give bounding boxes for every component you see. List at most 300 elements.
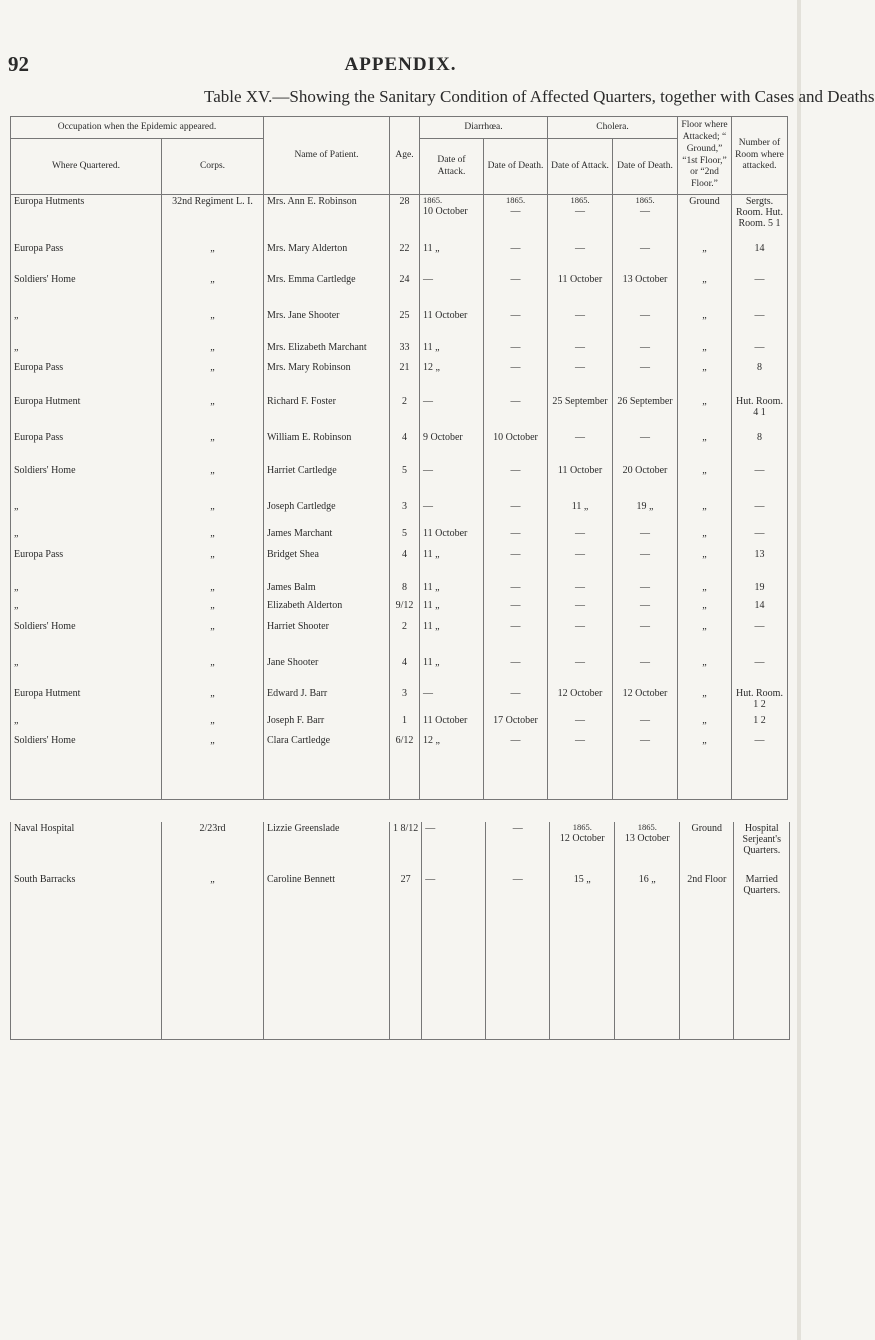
- cell-value: „: [210, 714, 215, 726]
- cell-corps: [162, 242, 264, 273]
- cell-diarrhoea-attack: [420, 734, 484, 765]
- cell-value: Harriet Shooter: [267, 620, 329, 632]
- filler-cell: [680, 923, 734, 1040]
- cell-floor: [678, 656, 732, 687]
- cell-value: Soldiers' Home: [14, 274, 76, 286]
- cell-cholera-death: [613, 599, 678, 619]
- cell-year: 1865.: [423, 195, 443, 205]
- cell-floor: [678, 714, 732, 734]
- cell-patient-name: [264, 581, 390, 599]
- cell-corps: [162, 873, 264, 922]
- cell-corps: [162, 656, 264, 687]
- cell-age: [390, 687, 420, 714]
- cell-diarrhoea-death: [484, 395, 548, 431]
- cell-value: Europa Hutments: [14, 196, 85, 207]
- cell-cholera-attack: [548, 361, 613, 395]
- cell-value: 11 „: [423, 548, 440, 560]
- table-row: [11, 273, 788, 309]
- cell-floor: [678, 431, 732, 465]
- cell-value: „: [210, 242, 215, 254]
- cell-diarrhoea-death: [484, 341, 548, 361]
- cell-cholera-death: [613, 548, 678, 582]
- cell-cholera-death: [613, 714, 678, 734]
- cell-value: —: [754, 656, 765, 668]
- cell-diarrhoea-death: [484, 464, 548, 500]
- cell-value: 6/12: [395, 735, 414, 747]
- cell-age: [390, 195, 420, 242]
- cell-patient-name: [264, 341, 390, 361]
- filler-cell: [678, 766, 732, 800]
- cell-corps: [162, 500, 264, 527]
- cell-value: Clara Cartledge: [267, 735, 331, 747]
- table-row: [11, 873, 790, 922]
- cell-cholera-death: [613, 341, 678, 361]
- header-occupation: Occupation when the Epidemic appeared.: [11, 117, 264, 139]
- cell-diarrhoea-attack: [420, 464, 484, 500]
- cell-value: —: [510, 395, 521, 407]
- header-diarrhoea: Diarrhœa.: [420, 117, 548, 139]
- cell-floor: [678, 734, 732, 765]
- cell-value: —: [640, 656, 650, 668]
- page-number: 92: [8, 52, 29, 76]
- cell-cholera-attack: [548, 687, 613, 714]
- cell-diarrhoea-attack: [420, 687, 484, 714]
- cell-value: —: [510, 205, 521, 217]
- cell-corps: [162, 581, 264, 599]
- cell-value: „: [14, 310, 19, 322]
- cell-value: Richard F. Foster: [267, 395, 336, 407]
- cell-value: Hospital Serjeant's Quarters.: [742, 823, 782, 856]
- cell-cholera-attack: [548, 714, 613, 734]
- header-diarrhoea-death: Date of Death.: [484, 139, 548, 195]
- table-row: [11, 527, 788, 547]
- cell-value: „: [14, 714, 19, 726]
- cell-value: „: [210, 656, 215, 668]
- cell-value: „: [702, 582, 707, 594]
- cell-value: —: [423, 465, 433, 477]
- cell-diarrhoea-attack: [420, 195, 484, 242]
- cell-age: [390, 581, 420, 599]
- filler-cell: [390, 766, 420, 800]
- cell-diarrhoea-attack: [420, 500, 484, 527]
- cell-floor: [678, 527, 732, 547]
- cell-value: Sergts. Room. Hut. Room. 5 1: [736, 196, 783, 229]
- cell-floor: [678, 242, 732, 273]
- table-row: [11, 242, 788, 273]
- cell-value: 1 2: [753, 714, 766, 726]
- cell-value: „: [702, 431, 707, 443]
- cell-age: [390, 620, 420, 656]
- cell-age: [390, 734, 420, 765]
- cell-value: 10 October: [423, 205, 468, 217]
- cell-value: 2/23rd: [199, 823, 226, 834]
- cell-room: [732, 599, 788, 619]
- cell-value: Soldiers' Home: [14, 735, 76, 747]
- cell-value: „: [210, 361, 215, 373]
- cell-value: „: [210, 582, 215, 594]
- cell-value: „: [210, 465, 215, 477]
- cell-value: „: [702, 501, 707, 513]
- cell-age: [390, 527, 420, 547]
- cell-cholera-death: [613, 395, 678, 431]
- cell-age: [390, 464, 420, 500]
- filler-cell: [486, 923, 550, 1040]
- cell-value: Europa Pass: [14, 361, 64, 373]
- cell-value: —: [640, 582, 650, 594]
- cell-age: [390, 273, 420, 309]
- cell-value: „: [14, 528, 19, 540]
- cell-cholera-death: [613, 361, 678, 395]
- cell-cholera-attack: [548, 620, 613, 656]
- cell-value: 20 October: [622, 465, 668, 477]
- cell-cholera-attack: [550, 822, 615, 873]
- header-cholera: Cholera.: [548, 117, 678, 139]
- cell-patient-name: [264, 273, 390, 309]
- cell-patient-name: [264, 714, 390, 734]
- cell-diarrhoea-death: [484, 581, 548, 599]
- table-row: [11, 656, 788, 687]
- cell-diarrhoea-attack: [420, 361, 484, 395]
- cell-patient-name: [264, 687, 390, 714]
- cell-patient-name: [264, 822, 390, 873]
- cell-value: 11 October: [423, 714, 468, 726]
- cell-where-quartered: [11, 687, 162, 714]
- cell-value: 4: [402, 656, 407, 668]
- cell-value: —: [425, 823, 436, 834]
- cell-floor: [678, 500, 732, 527]
- cell-cholera-attack: [548, 309, 613, 340]
- cell-cholera-attack: [548, 656, 613, 687]
- cell-value: —: [754, 310, 765, 322]
- cell-floor: [678, 620, 732, 656]
- cell-room: [734, 822, 790, 873]
- table-row: [11, 464, 788, 500]
- cell-value: —: [640, 714, 650, 726]
- cell-diarrhoea-death: [484, 656, 548, 687]
- cell-value: —: [423, 395, 433, 407]
- cell-diarrhoea-attack: [420, 620, 484, 656]
- cell-cholera-attack: [548, 242, 613, 273]
- cell-value: „: [702, 395, 707, 407]
- cell-value: Hut. Room. 1 2: [736, 687, 783, 710]
- filler-cell: [162, 923, 264, 1040]
- cell-value: „: [210, 501, 215, 513]
- cell-value: 1: [402, 714, 407, 726]
- cell-value: „: [702, 656, 707, 668]
- cell-value: —: [575, 582, 585, 594]
- cell-floor: [678, 273, 732, 309]
- cell-value: „: [702, 687, 707, 699]
- cell-where-quartered: [11, 309, 162, 340]
- table-title: Table XV.—Showing the Sanitary Condition of Affected Quarters, together with Cases and Deaths: [204, 87, 875, 106]
- cell-diarrhoea-attack: [420, 527, 484, 547]
- header-diarrhoea-attack: Date of Attack.: [420, 139, 484, 195]
- cell-value: 4: [402, 548, 407, 560]
- cell-value: „: [210, 528, 215, 540]
- cell-cholera-death: [613, 242, 678, 273]
- cell-value: —: [640, 242, 650, 254]
- cell-diarrhoea-death: [486, 822, 550, 873]
- cell-corps: [162, 527, 264, 547]
- cell-value: —: [640, 361, 650, 373]
- cell-floor: [678, 464, 732, 500]
- cell-where-quartered: [11, 581, 162, 599]
- cell-value: Edward J. Barr: [267, 687, 328, 699]
- cell-value: 13: [754, 548, 765, 560]
- cell-room: [732, 714, 788, 734]
- cell-value: Mrs. Emma Cartledge: [267, 274, 356, 286]
- cell-diarrhoea-attack: [420, 309, 484, 340]
- table-row: [11, 309, 788, 340]
- cell-value: Europa Hutment: [14, 395, 81, 407]
- cell-value: —: [640, 735, 650, 747]
- cell-room: [732, 527, 788, 547]
- cell-floor: [678, 195, 732, 242]
- cell-cholera-death: [615, 822, 680, 873]
- cell-age: [390, 309, 420, 340]
- cell-value: —: [640, 600, 650, 612]
- filler-cell: [422, 923, 486, 1040]
- cell-age: [390, 656, 420, 687]
- cell-value: „: [210, 874, 215, 886]
- table-row: [11, 822, 790, 873]
- cell-patient-name: [264, 656, 390, 687]
- cell-cholera-attack: [550, 873, 615, 922]
- cell-cholera-attack: [548, 548, 613, 582]
- cell-where-quartered: [11, 195, 162, 242]
- cell-value: 19: [754, 582, 765, 594]
- cell-value: —: [575, 735, 585, 747]
- sanitary-table: [10, 116, 788, 800]
- table-row: [11, 548, 788, 582]
- cell-value: —: [510, 687, 521, 699]
- header-cholera-death: Date of Death.: [613, 139, 678, 195]
- cell-value: 13 October: [624, 832, 670, 844]
- cell-diarrhoea-attack: [422, 822, 486, 873]
- cell-value: —: [510, 501, 521, 513]
- cell-value: 1 8/12: [393, 823, 419, 834]
- cell-diarrhoea-attack: [420, 714, 484, 734]
- cell-value: 14: [754, 242, 765, 254]
- cell-diarrhoea-death: [484, 309, 548, 340]
- cell-where-quartered: [11, 599, 162, 619]
- cell-value: 11 „: [423, 656, 440, 668]
- cell-floor: [678, 309, 732, 340]
- cell-room: [732, 361, 788, 395]
- cell-diarrhoea-attack: [420, 273, 484, 309]
- cell-diarrhoea-attack: [420, 395, 484, 431]
- cell-value: „: [210, 310, 215, 322]
- cell-year: 1865.: [637, 822, 657, 832]
- cell-value: —: [425, 874, 436, 886]
- cell-where-quartered: [11, 822, 162, 873]
- table-row: [11, 734, 788, 765]
- cell-value: —: [640, 431, 650, 443]
- cell-cholera-attack: [548, 431, 613, 465]
- cell-value: —: [754, 735, 765, 747]
- cell-age: [390, 822, 422, 873]
- cell-value: „: [702, 465, 707, 477]
- cell-value: Joseph Cartledge: [267, 501, 336, 513]
- cell-value: Mrs. Elizabeth Marchant: [267, 341, 367, 353]
- cell-where-quartered: [11, 464, 162, 500]
- cell-diarrhoea-death: [484, 361, 548, 395]
- cell-value: —: [510, 341, 521, 353]
- cell-age: [390, 395, 420, 431]
- cell-value: Europa Pass: [14, 242, 64, 254]
- running-head: APPENDIX.: [344, 54, 457, 75]
- cell-value: —: [754, 528, 765, 540]
- cell-diarrhoea-attack: [420, 599, 484, 619]
- cell-year: 1865.: [572, 822, 592, 832]
- cell-patient-name: [264, 527, 390, 547]
- filler-cell: [11, 923, 162, 1040]
- cell-corps: [162, 734, 264, 765]
- cell-diarrhoea-death: [484, 548, 548, 582]
- cell-patient-name: [264, 361, 390, 395]
- cell-cholera-attack: [548, 195, 613, 242]
- cell-cholera-attack: [548, 599, 613, 619]
- cell-value: „: [702, 528, 707, 540]
- cell-value: —: [640, 548, 650, 560]
- cell-value: South Barracks: [14, 874, 76, 886]
- header-age: Age.: [390, 117, 420, 195]
- cell-corps: [162, 361, 264, 395]
- cell-corps: [162, 195, 264, 242]
- cell-room: [732, 395, 788, 431]
- cell-value: Mrs. Mary Robinson: [267, 361, 351, 373]
- cell-where-quartered: [11, 395, 162, 431]
- cell-room: [734, 873, 790, 922]
- cell-value: 11 „: [571, 501, 589, 513]
- filler-cell: [734, 923, 790, 1040]
- cell-value: —: [754, 465, 765, 477]
- cell-cholera-death: [613, 527, 678, 547]
- cell-value: „: [210, 431, 215, 443]
- cell-where-quartered: [11, 341, 162, 361]
- cell-value: 8: [757, 361, 762, 373]
- cell-value: 16 „: [638, 874, 656, 886]
- cell-value: Soldiers' Home: [14, 465, 76, 477]
- cell-room: [732, 195, 788, 242]
- cell-value: 19 „: [636, 501, 654, 513]
- cell-value: „: [14, 501, 19, 513]
- cell-value: 25 September: [552, 395, 608, 407]
- cell-value: —: [575, 341, 585, 353]
- cell-value: Joseph F. Barr: [267, 714, 325, 726]
- cell-value: 11 „: [423, 600, 440, 612]
- cell-value: 14: [754, 600, 765, 612]
- cell-value: Mrs. Mary Alderton: [267, 242, 348, 254]
- filler-cell: [548, 766, 613, 800]
- cell-value: —: [754, 341, 765, 353]
- cell-value: —: [640, 341, 650, 353]
- cell-room: [732, 656, 788, 687]
- cell-value: Lizzie Greenslade: [267, 823, 340, 834]
- table-row: [11, 431, 788, 465]
- cell-patient-name: [264, 309, 390, 340]
- cell-cholera-attack: [548, 395, 613, 431]
- cell-value: —: [510, 735, 521, 747]
- cell-patient-name: [264, 464, 390, 500]
- cell-value: —: [640, 205, 650, 217]
- cell-cholera-death: [613, 687, 678, 714]
- cell-value: „: [14, 600, 19, 612]
- cell-value: Europa Hutment: [14, 687, 81, 699]
- cell-value: Soldiers' Home: [14, 620, 76, 632]
- cell-value: 25: [399, 310, 410, 322]
- cell-value: 2: [402, 395, 407, 407]
- cell-cholera-attack: [548, 464, 613, 500]
- cell-value: 12 „: [423, 361, 440, 373]
- filler-cell: [264, 923, 390, 1040]
- cell-cholera-death: [613, 656, 678, 687]
- cell-cholera-attack: [548, 581, 613, 599]
- cell-where-quartered: [11, 500, 162, 527]
- cell-value: 22: [399, 242, 410, 254]
- cell-cholera-attack: [548, 273, 613, 309]
- cell-value: —: [512, 874, 523, 886]
- cell-floor: [678, 395, 732, 431]
- cell-room: [732, 734, 788, 765]
- header-corps: Corps.: [162, 139, 264, 195]
- cell-diarrhoea-death: [484, 620, 548, 656]
- cell-value: „: [702, 620, 707, 632]
- cell-corps: [162, 464, 264, 500]
- cell-patient-name: [264, 500, 390, 527]
- cell-value: 33: [399, 341, 410, 353]
- cell-room: [732, 548, 788, 582]
- cell-floor: [678, 361, 732, 395]
- cell-corps: [162, 822, 264, 873]
- cell-year: 1865.: [635, 195, 655, 205]
- table-row: [11, 620, 788, 656]
- cell-age: [390, 361, 420, 395]
- cell-value: „: [210, 687, 215, 699]
- cell-diarrhoea-death: [484, 599, 548, 619]
- cell-cholera-death: [613, 195, 678, 242]
- cell-value: Mrs. Ann E. Robinson: [267, 196, 357, 207]
- cell-floor: [678, 548, 732, 582]
- cell-value: „: [702, 341, 707, 353]
- cell-value: —: [510, 548, 521, 560]
- cell-patient-name: [264, 242, 390, 273]
- cell-age: [390, 341, 420, 361]
- cell-floor: [678, 341, 732, 361]
- cell-age: [390, 500, 420, 527]
- cell-value: 21: [399, 361, 410, 373]
- cell-value: „: [702, 548, 707, 560]
- cell-value: 12 October: [622, 687, 668, 699]
- cell-corps: [162, 431, 264, 465]
- cell-cholera-death: [613, 500, 678, 527]
- cell-value: 3: [402, 501, 407, 513]
- cell-value: —: [510, 310, 521, 322]
- cell-value: „: [210, 274, 215, 286]
- cell-cholera-death: [613, 273, 678, 309]
- cell-value: 5: [402, 528, 407, 540]
- cell-value: 12 „: [423, 735, 440, 747]
- cell-value: —: [640, 528, 650, 540]
- cell-value: 11 „: [423, 620, 440, 632]
- cell-value: 11 „: [423, 341, 440, 353]
- cell-patient-name: [264, 734, 390, 765]
- cell-value: „: [702, 242, 707, 254]
- cell-value: —: [575, 600, 585, 612]
- cell-diarrhoea-death: [484, 687, 548, 714]
- filler-cell: [613, 766, 678, 800]
- cell-value: Married Quarters.: [743, 874, 781, 897]
